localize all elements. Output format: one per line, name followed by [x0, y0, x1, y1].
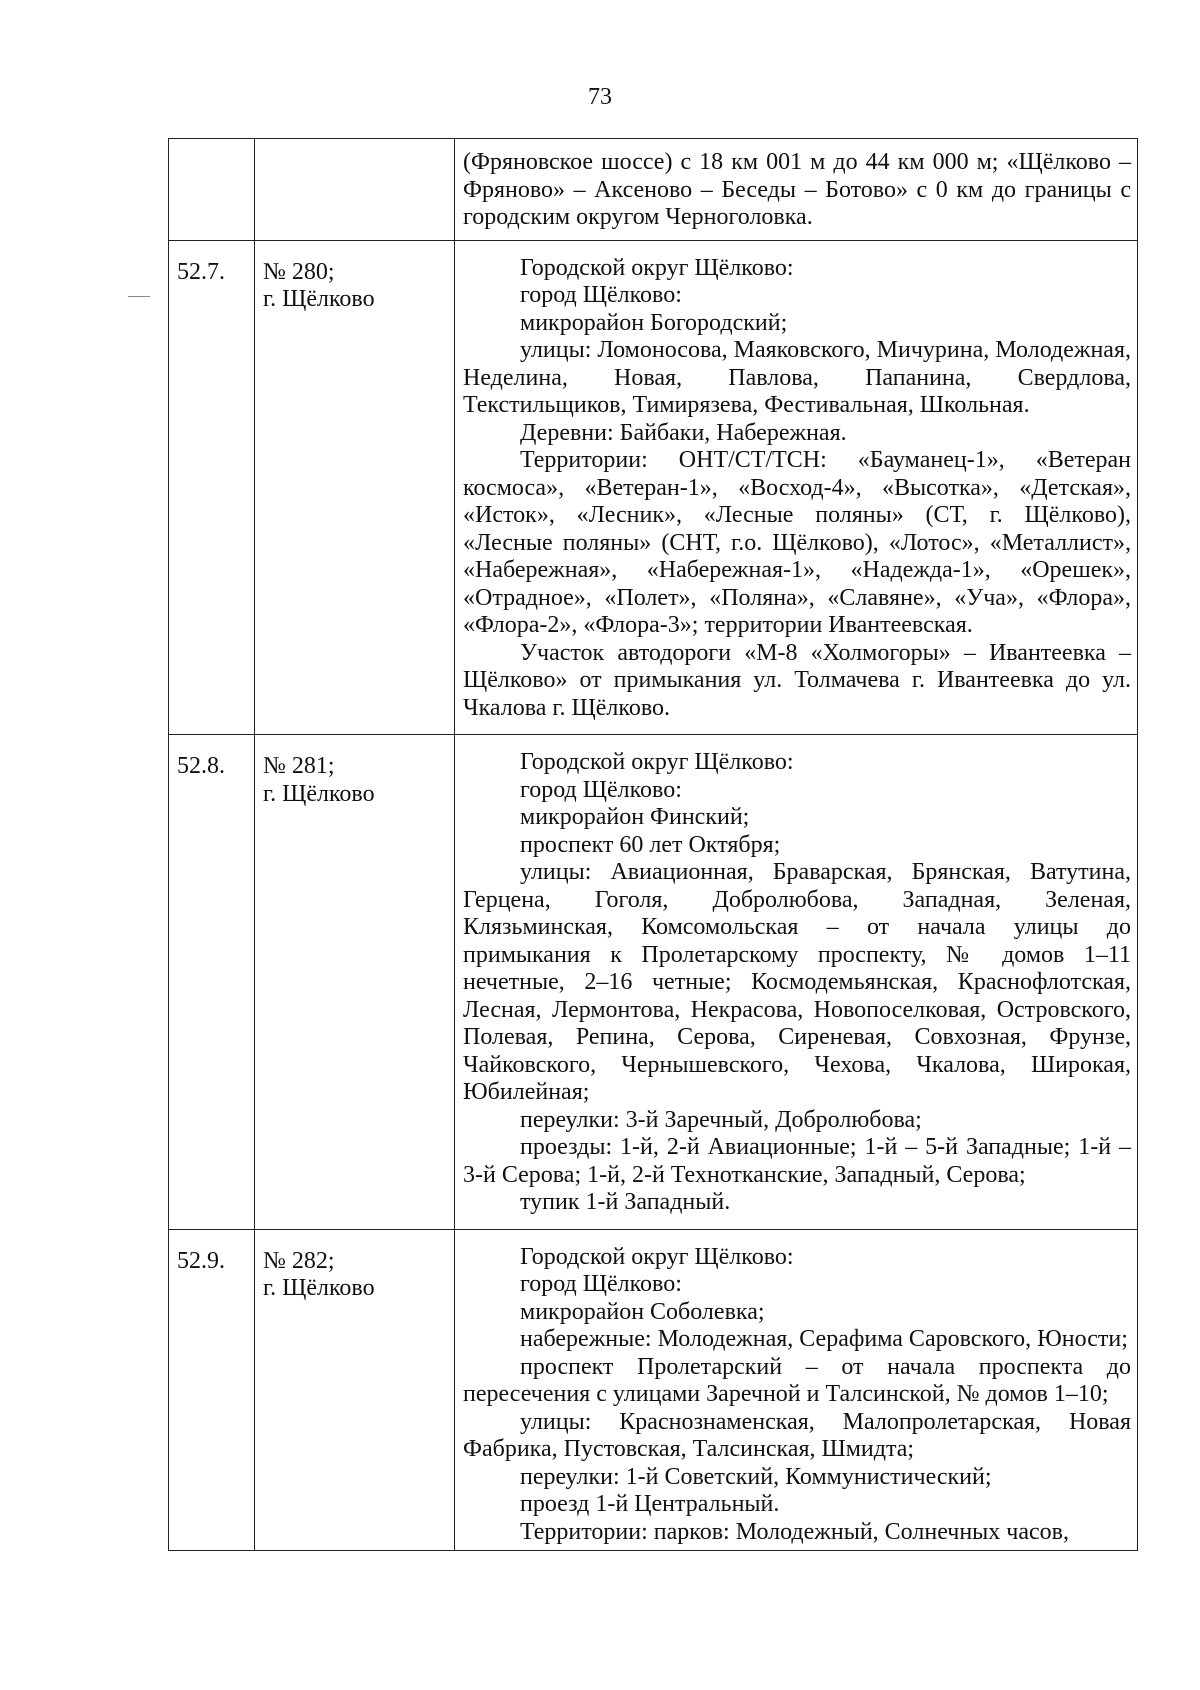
description-paragraph: Городской округ Щёлково: — [520, 1243, 794, 1270]
table-row — [169, 139, 1138, 241]
description-paragraph: тупик 1-й Западный. — [520, 1189, 731, 1215]
description-paragraph: город Щёлково: — [520, 776, 682, 803]
station-city: г. Щёлково — [263, 780, 375, 807]
station-cell — [255, 1229, 455, 1551]
description-paragraph: проспект 60 лет Октября; — [520, 831, 781, 858]
description-paragraph: Городской округ Щёлково: — [520, 749, 794, 775]
table-row — [169, 240, 1138, 735]
description-paragraph: набережные: Молодежная, Серафима Саровского, Юности; — [520, 1326, 1128, 1352]
station-number: № 281; — [263, 753, 335, 779]
station-number: № 280; — [263, 258, 335, 285]
row-number — [169, 139, 255, 241]
row-number: 52.9. — [169, 1229, 255, 1551]
description-paragraph: проспект Пролетарский – от начала проспекта до пересечения с улицами Заречной и Талсинской, № домов 1–10; — [463, 1353, 1131, 1407]
station-cell — [255, 139, 455, 241]
description-paragraph: город Щёлково: — [520, 1271, 682, 1297]
description-paragraph: улицы: Авиационная, Браварская, Брянская, Ватутина, Герцена, Гоголя, Добролюбова, Западная, Зеленая, Клязьминская, Комсомольская – от начала улицы до примыкания к Пролетарскому проспекту, № домов 1–11 нечетные, 2–16 четные; Космодемьянская, Краснофлотская, Лесная, Лермонтова, Некрасова, Новопоселковая, Островского, Полевая, Репина, Серова, Сиреневая, Совхозная, Фрунзе, Чайковского, Чернышевского, Чехова, Чкалова, Широкая, Юбилейная; — [463, 859, 1131, 1105]
description-paragraph: микрорайон Финский; — [520, 804, 750, 830]
table-row — [169, 735, 1138, 1230]
description-paragraph: переулки: 1-й Советский, Коммунистический; — [520, 1463, 992, 1490]
description-paragraph: город Щёлково: — [520, 282, 682, 308]
description-paragraph: микрорайон Богородский; — [520, 309, 788, 336]
description-paragraph: проезд 1-й Центральный. — [520, 1491, 780, 1517]
description-paragraph: Деревни: Байбаки, Набережная. — [520, 419, 847, 446]
station-number: № 282; — [263, 1247, 335, 1274]
description-paragraph: Территории: парков: Молодежный, Солнечных часов, — [520, 1518, 1069, 1545]
table-row — [169, 1229, 1138, 1551]
description-paragraph: проезды: 1-й, 2-й Авиационные; 1-й – 5-й Западные; 1-й – 3-й Серова; 1-й, 2-й Технотканские, Западный, Серова; — [463, 1134, 1131, 1188]
description-paragraph: (Фряновское шоссе) с 18 км 001 м до 44 км 000 м; «Щёлково – Фряново» – Аксеново – Беседы – Ботово» с 0 км до границы с городским округом Черноголовка. — [463, 149, 1131, 230]
districts-table — [168, 138, 1138, 1551]
description-paragraph: Участок автодороги «М-8 «Холмогоры» – Ивантеевка – Щёлково» от примыкания ул. Толмачева г. Ивантеевка до ул. Чкалова г. Щёлково. — [463, 639, 1131, 721]
station-cell — [255, 240, 455, 735]
row-number: 52.8. — [169, 735, 255, 1230]
district-description — [455, 1229, 1138, 1551]
station-city: г. Щёлково — [263, 1275, 375, 1301]
row-number: 52.7. — [169, 240, 255, 735]
description-paragraph: улицы: Краснознаменская, Малопролетарская, Новая Фабрика, Пустовская, Талсинская, Шмидта; — [463, 1408, 1131, 1462]
page-number: 73 — [588, 84, 612, 110]
station-city: г. Щёлково — [263, 286, 375, 312]
description-paragraph: микрорайон Соболевка; — [520, 1298, 765, 1325]
description-paragraph: переулки: 3-й Заречный, Добролюбова; — [520, 1106, 922, 1133]
district-description — [455, 735, 1138, 1230]
district-description — [455, 240, 1138, 735]
station-cell — [255, 735, 455, 1230]
district-description — [455, 139, 1138, 241]
description-paragraph: Территории: ОНТ/СТ/ТСН: «Бауманец-1», «Ветеран космоса», «Ветеран-1», «Восход-4», «Высотка», «Детская», «Исток», «Лесник», «Лесные поляны» (СТ, г. Щёлково), «Лесные поляны» (СНТ, г.о. Щёлково), «Лотос», «Металлист», «Набережная», «Набережная-1», «Надежда-1», «Орешек», «Отрадное», «Полет», «Поляна», «Славяне», «Уча», «Флора», «Флора-2», «Флора-3»; территории Ивантеевская. — [463, 447, 1131, 638]
margin-mark — [128, 296, 150, 297]
description-paragraph: Городской округ Щёлково: — [520, 254, 794, 281]
description-paragraph: улицы: Ломоносова, Маяковского, Мичурина, Молодежная, Неделина, Новая, Павлова, Папанина, Свердлова, Текстильщиков, Тимирязева, Фестивальная, Школьная. — [463, 337, 1131, 418]
